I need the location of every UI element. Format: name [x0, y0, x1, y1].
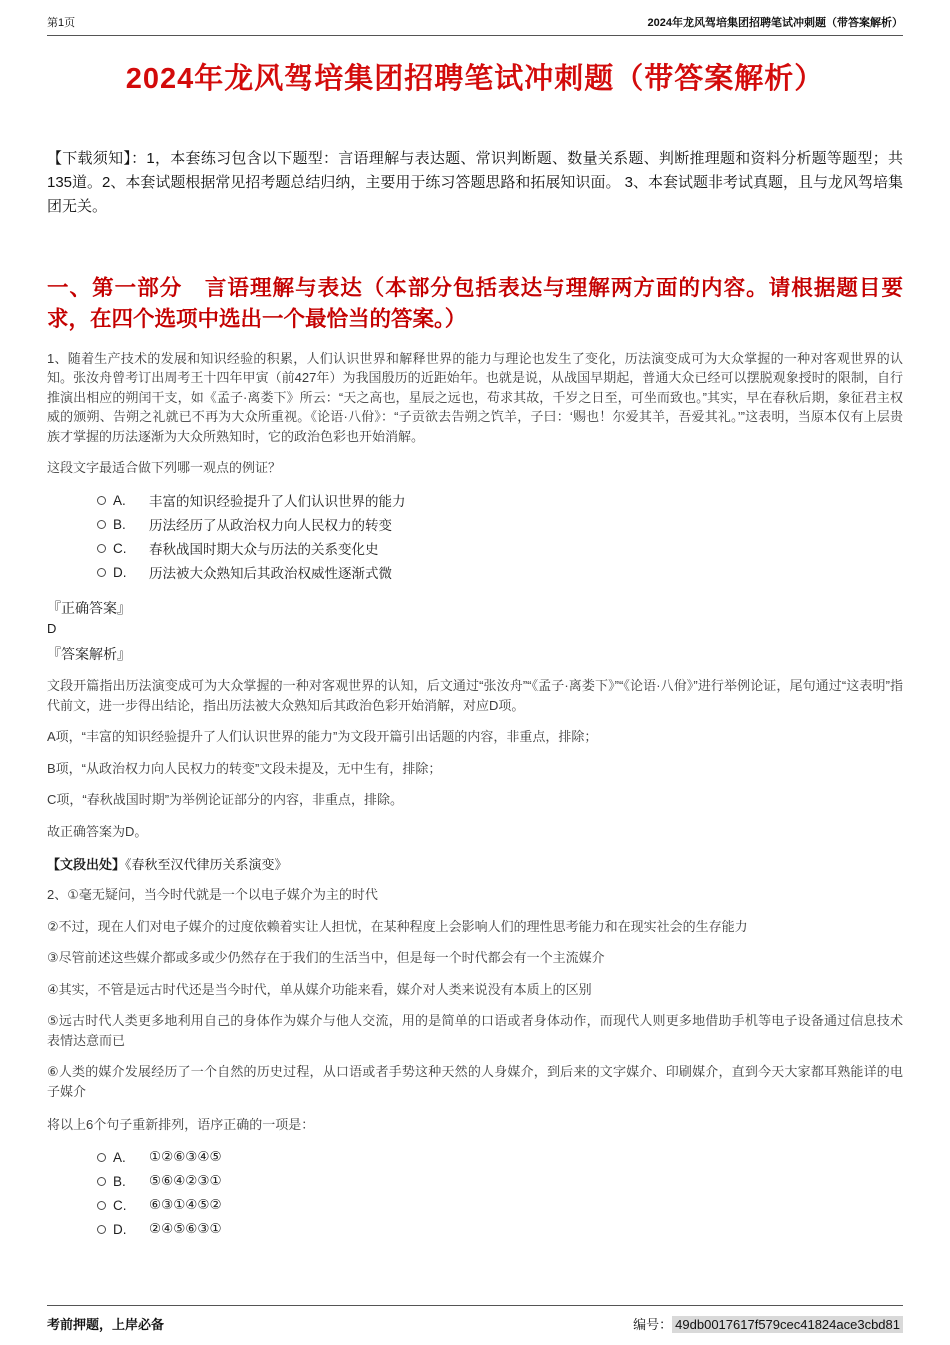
- option-text: ⑤⑥④②③①: [149, 1173, 222, 1189]
- radio-icon[interactable]: [97, 1201, 106, 1210]
- doc-id-value: 49db0017617f579cec41824ace3cbd81: [672, 1316, 903, 1333]
- option-text: 历法被大众熟知后其政治权威性逐渐式微: [149, 566, 392, 582]
- q1-option-d[interactable]: [97, 560, 903, 584]
- q2-sentence: 2、①毫无疑问，当今时代就是一个以电子媒介为主的时代: [47, 887, 378, 903]
- radio-icon[interactable]: [97, 496, 106, 505]
- q1-option-c[interactable]: [97, 536, 903, 560]
- doc-id-label: 编号：: [633, 1317, 673, 1332]
- q1-stem: 1、随着生产技术的发展和知识经验的积累，人们认识世界和解释世界的能力与理论也发生了变化，历法演变成可为大众掌握的一种对客观世界的认知。张汝舟曾考订出周考王十四年甲寅（前427年）为我国殷历的近距始年。也就是说，从战国早期起，普通大众已经可以摆脱观象授时的限制，自行推演出相应的朔闰干支，如《孟子·离娄下》所云：“天之高也，星辰之远也，苟求其故，千岁之日至，可坐而致也。”其实，早在春秋后期，象征君主权威的颁朔、告朔之礼就已不再为大众所重视。《论语·八佾》：“子贡欲去告朔之饩羊，子曰：‘赐也！尔爱其羊，吾爱其礼。’”这表明，当原本仅有上层贵族才掌握的历法逐渐为大众所熟知时，它的政治色彩也开始消解。: [47, 350, 903, 444]
- source-text: 《春秋至汉代律历关系演变》: [125, 857, 288, 873]
- q1-question: 这段文字最适合做下列哪一观点的例证？: [47, 460, 282, 476]
- q2-sentence: ③尽管前述这些媒介都或多或少仍然存在于我们的生活当中，但是每一个时代都会有一个主流媒介: [47, 950, 605, 966]
- download-notice: 【下载须知】：1，本套练习包含以下题型：言语理解与表达题、常识判断题、数量关系题、判断推理题和资料分析题等题型；共135道。2、本套试题根据常见招考题总结归纳，主要用于练习答题思路和拓展知识面。 3、本套试题非考试真题，且与龙风驾培集团无关。: [47, 150, 903, 215]
- q2-options: [47, 1145, 903, 1241]
- q2-sentence: ⑤远古时代人类更多地利用自己的身体作为媒介与他人交流，用的是简单的口语或者身体动作，而现代人则更多地借助手机等电子设备通过信息技术表情达意而已: [47, 1013, 903, 1048]
- q2-option-d[interactable]: [97, 1217, 903, 1241]
- q2-option-b[interactable]: [97, 1169, 903, 1193]
- q2-question: 将以上6个句子重新排列，语序正确的一项是：: [47, 1117, 315, 1133]
- option-text: 春秋战国时期大众与历法的关系变化史: [149, 542, 379, 558]
- header-doc-title: 2024年龙风驾培集团招聘笔试冲刺题（带答案解析）: [647, 17, 903, 29]
- page-footer: [0, 1305, 950, 1345]
- analysis-label: 『答案解析』: [47, 646, 131, 663]
- radio-icon[interactable]: [97, 1153, 106, 1162]
- option-letter: A.: [113, 492, 126, 508]
- radio-icon[interactable]: [97, 1177, 106, 1186]
- source-line: [47, 854, 903, 873]
- section-heading: 一、第一部分 言语理解与表达（本部分包括表达与理解两方面的内容。请根据题目要求，在四个选项中选出一个最恰当的答案。）: [47, 276, 903, 332]
- option-text: 丰富的知识经验提升了人们认识世界的能力: [149, 494, 406, 510]
- correct-answer-value: D: [47, 621, 57, 637]
- q2-option-a[interactable]: [97, 1145, 903, 1169]
- radio-icon[interactable]: [97, 568, 106, 577]
- footer-slogan: 考前押题，上岸必备: [47, 1317, 165, 1332]
- radio-icon[interactable]: [97, 544, 106, 553]
- option-letter: C.: [113, 1197, 127, 1213]
- page-header: [47, 0, 903, 36]
- option-text: ②④⑤⑥③①: [149, 1221, 222, 1237]
- analysis-paragraph: B项，“从政治权力向人民权力的转变”文段未提及，无中生有，排除；: [47, 760, 442, 776]
- correct-answer-label: 『正确答案』: [47, 600, 131, 617]
- option-letter: C.: [113, 540, 127, 556]
- q1-option-a[interactable]: [97, 488, 903, 512]
- source-label: 【文段出处】: [47, 857, 126, 873]
- option-text: 历法经历了从政治权力向人民权力的转变: [149, 518, 392, 534]
- option-letter: D.: [113, 564, 127, 580]
- document-title: 2024年龙风驾培集团招聘笔试冲刺题（带答案解析）: [125, 63, 825, 95]
- option-text: ①②⑥③④⑤: [149, 1149, 222, 1165]
- analysis-conclusion: 故正确答案为D。: [47, 823, 148, 839]
- footer-doc-id: [633, 1314, 903, 1333]
- radio-icon[interactable]: [97, 520, 106, 529]
- q1-option-b[interactable]: [97, 512, 903, 536]
- q1-options: [47, 488, 903, 584]
- q2-option-c[interactable]: [97, 1193, 903, 1217]
- option-letter: B.: [113, 1173, 126, 1189]
- analysis-paragraph: C项，“春秋战国时期”为举例论证部分的内容，非重点，排除。: [47, 792, 404, 808]
- option-letter: A.: [113, 1149, 126, 1165]
- q2-sentence: ⑥人类的媒介发展经历了一个自然的历史过程，从口语或者手势这种天然的人身媒介，到后来的文字媒介、印刷媒介，直到今天大家都耳熟能详的电子媒介: [47, 1064, 903, 1099]
- option-letter: D.: [113, 1221, 127, 1237]
- header-page-number: 第1页: [47, 17, 76, 29]
- analysis-paragraph: 文段开篇指出历法演变成可为大众掌握的一种对客观世界的认知，后文通过“张汝舟”“《孟子·离娄下》”“《论语·八佾》”进行举例论证，尾句通过“这表明”指代前文，进一步得出结论，指出历法被大众熟知后其政治色彩开始消解，对应D项。: [47, 678, 903, 713]
- analysis-paragraph: A项，“丰富的知识经验提升了人们认识世界的能力”为文段开篇引出话题的内容，非重点，排除；: [47, 729, 598, 745]
- option-text: ⑥③①④⑤②: [149, 1197, 222, 1213]
- option-letter: B.: [113, 516, 126, 532]
- q2-sentence: ④其实，不管是远古时代还是当今时代，单从媒介功能来看，媒介对人类来说没有本质上的区别: [47, 981, 592, 997]
- q2-sentence: ②不过，现在人们对电子媒介的过度依赖着实让人担忧，在某种程度上会影响人们的理性思考能力和在现实社会的生存能力: [47, 918, 748, 934]
- footer-content: [47, 1305, 903, 1333]
- radio-icon[interactable]: [97, 1225, 106, 1234]
